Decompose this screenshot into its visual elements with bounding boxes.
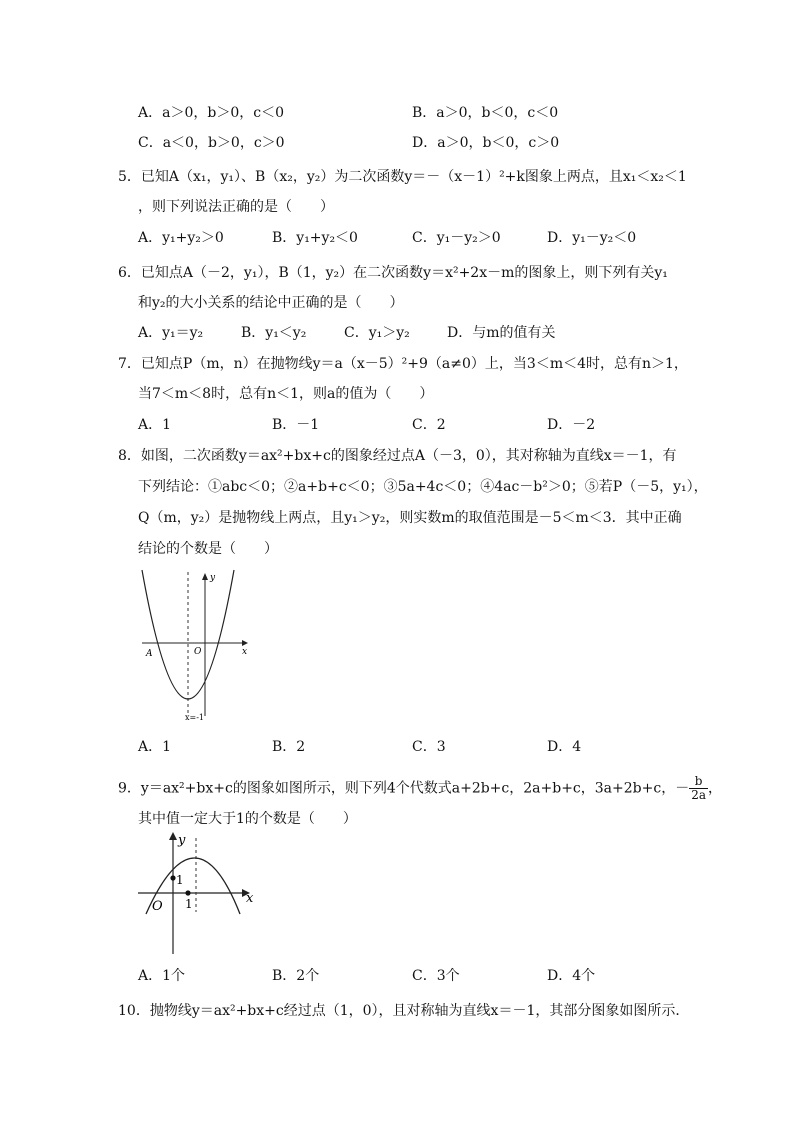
q4-option-b: B．a＞0，b＜0，c＜0 [412, 105, 559, 121]
q9-label-1-x: 1 [185, 897, 193, 911]
q4-option-d: D．a＞0，b＜0，c＞0 [412, 135, 560, 151]
q9-option-c: C．3个 [412, 968, 460, 984]
q8-label-x: x [242, 647, 248, 657]
q8-label-a: A [146, 649, 153, 659]
q5-option-a: A．y₁+y₂＞0 [138, 230, 224, 246]
q5-option-c: C．y₁－y₂＞0 [412, 230, 501, 246]
q6-option-d: D．与m的值有关 [447, 325, 556, 341]
q8-label-o: O [194, 647, 202, 657]
q8-x-arrow-icon [242, 640, 248, 646]
q8-option-d: D．4 [547, 739, 582, 755]
q8-stem-line1: 8．如图，二次函数y＝ax²+bx+c的图象经过点A（－3，0），其对称轴为直线x＝－1，有 [118, 448, 677, 464]
q9-option-d: D．4个 [547, 968, 596, 984]
q8-stem-line4: 结论的个数是（ ） [138, 541, 278, 557]
q9-fraction [689, 775, 708, 802]
q9-stem-suffix: ， [708, 780, 722, 797]
q9-fraction-numerator: b [689, 775, 708, 789]
q9-option-a: A．1个 [138, 968, 186, 984]
q9-stem-prefix: 9．y＝ax²+bx+c的图象如图所示，则下列4个代数式a+2b+c，2a+b+c，3a+2b+c，－ [118, 780, 690, 797]
q8-stem-line3: Q（m，y₂）是抛物线上两点，且y₁＞y₂，则实数m的取值范围是－5＜m＜3．其中正确 [138, 510, 682, 526]
q8-option-a: A．1 [138, 739, 172, 755]
q6-stem-line1: 6．已知点A（－2，y₁），B（1，y₂）在二次函数y＝x²+2x－m的图象上，则下列有关y₁ [118, 265, 668, 281]
q9-parabola-graph [136, 832, 266, 957]
q4-option-c: C．a＜0，b＞0，c＞0 [138, 135, 285, 151]
q7-stem-line1: 7．已知点P（m，n）在抛物线y＝a（x－5）²+9（a≠0）上，当3＜m＜4时，总有n＞1， [118, 356, 688, 372]
q8-stem-line2: 下列结论：①abc＜0；②a+b+c＜0；③5a+4c＜0；④4ac－b²＞0；⑤若P（－5，y₁）， [138, 479, 708, 495]
q7-option-d: D．－2 [547, 417, 596, 433]
q4-option-a: A．a＞0，b＞0，c＜0 [138, 105, 284, 121]
q9-option-b: B．2个 [272, 968, 320, 984]
q8-label-symmetry: x=-1 [185, 713, 205, 722]
q9-label-1-y: 1 [176, 873, 184, 887]
q9-stem-line1 [118, 775, 722, 802]
q9-label-o: O [152, 899, 163, 914]
q9-label-x: x [246, 891, 254, 906]
q7-option-a: A．1 [138, 417, 172, 433]
q9-label-y: y [178, 833, 186, 848]
q9-stem-line2: 其中值一定大于1的个数是（ ） [138, 811, 357, 827]
q5-option-d: D．y₁－y₂＜0 [547, 230, 637, 246]
q5-stem-line1: 5．已知A（x₁，y₁）、B（x₂，y₂）为二次函数y＝－（x－1）²+k图象上两点，且x₁＜x₂＜1 [118, 169, 687, 185]
q8-parabola-graph [138, 566, 258, 726]
q6-option-c: C．y₁＞y₂ [344, 325, 410, 341]
q8-y-arrow-icon [202, 573, 208, 580]
q9-point-on-x-axis [185, 890, 190, 895]
q8-label-y: y [210, 573, 216, 583]
q6-option-a: A．y₁＝y₂ [138, 325, 204, 341]
q8-option-c: C．3 [412, 739, 446, 755]
q9-y-arrow-icon [169, 832, 177, 840]
q9-fraction-denominator: 2a [691, 788, 706, 802]
q9-point-on-y-axis [170, 875, 175, 880]
q10-stem-line1: 10．抛物线y＝ax²+bx+c经过点（1，0），且对称轴为直线x＝－1，其部分图象如图所示． [118, 1003, 690, 1019]
q7-option-c: C．2 [412, 417, 446, 433]
q6-stem-line2: 和y₂的大小关系的结论中正确的是（ ） [138, 295, 404, 311]
q7-stem-line2: 当7＜m＜8时，总有n＜1，则a的值为（ ） [138, 386, 434, 402]
q8-option-b: B．2 [272, 739, 306, 755]
q5-option-b: B．y₁+y₂＜0 [272, 230, 358, 246]
q5-stem-line2: ，则下列说法正确的是（ ） [138, 199, 334, 215]
q6-option-b: B．y₁＜y₂ [241, 325, 307, 341]
q7-option-b: B．－1 [272, 417, 320, 433]
